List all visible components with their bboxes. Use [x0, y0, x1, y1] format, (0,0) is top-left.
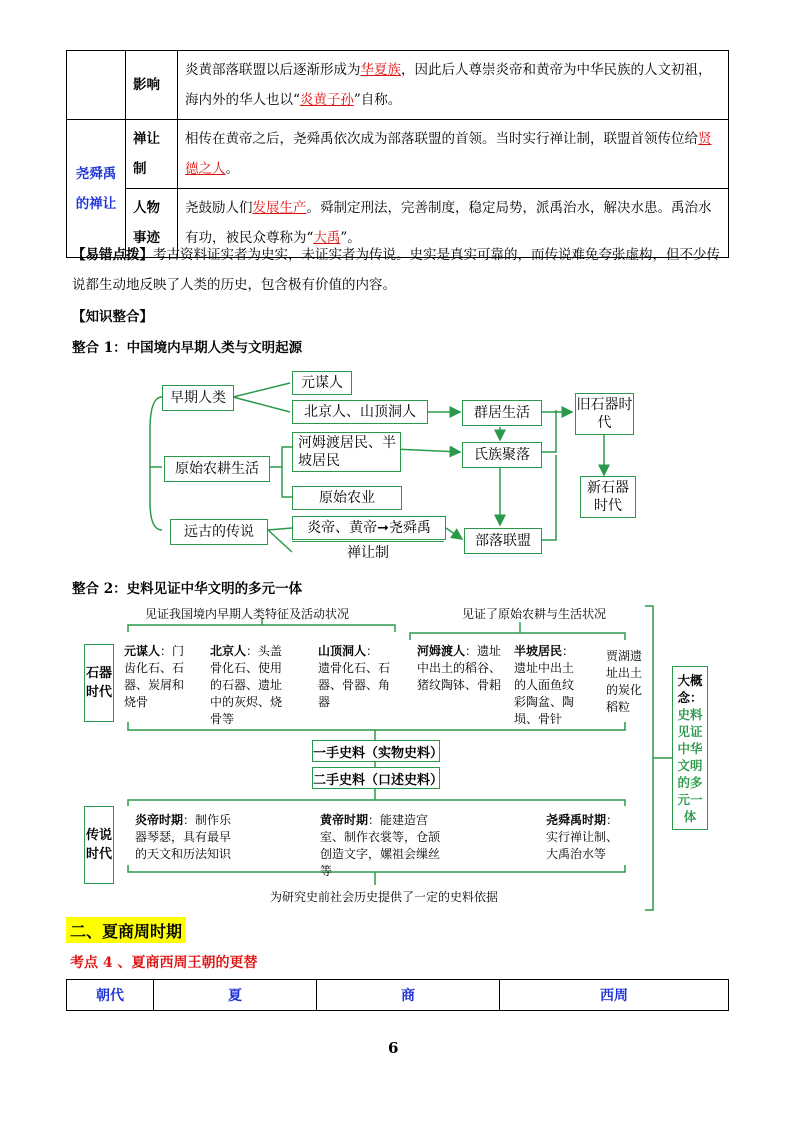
item-hemudu: 河姆渡人：遗址中出土的稻谷、猪纹陶钵、骨耜	[417, 644, 502, 692]
top-table	[66, 50, 729, 258]
big-concept-label: 大概念：	[677, 672, 703, 705]
group-label: 尧舜禹的禅让	[67, 120, 126, 258]
item-yaoshunyu-era: 尧舜禹时期：实行禅让制、大禹治水等	[546, 813, 619, 861]
box-tribal-alliance: 部落联盟	[464, 528, 542, 554]
header-dynasty: 朝代	[67, 980, 154, 1011]
box-primitive-farming: 原始农耕生活	[164, 456, 270, 482]
big-concept-text: 史料见证中华文明的多元一体	[677, 706, 703, 824]
table-header-row	[67, 980, 729, 1011]
item-yandi-era: 炎帝时期：制作乐器琴瑟，具有最早的天文和历法知识	[135, 813, 232, 861]
caption-bottom: 为研究史前社会历史提供了一定的史料依据	[270, 890, 499, 904]
table-row	[67, 51, 729, 120]
exam-point-heading: 考点 4 、夏商西周王朝的更替	[70, 955, 258, 971]
item-shandingdong: 山顶洞人：遗骨化石、石器、骨器、角器	[318, 644, 391, 709]
row-label: 影响	[126, 51, 178, 120]
knowledge-heading: 【知识整合】	[72, 309, 153, 325]
header-shang: 商	[317, 980, 500, 1011]
header-xia: 夏	[154, 980, 317, 1011]
table-row	[67, 120, 729, 189]
box-paleolithic: 旧石器时代	[575, 393, 634, 435]
box-beijing-shandingdong: 北京人、山顶洞人	[292, 400, 428, 424]
row-content: 相传在黄帝之后，尧舜禹依次成为部落联盟的首领。当时实行禅让制，联盟首领传位给贤德之人。	[178, 120, 729, 189]
item-jiahu: 贾湖遗址出土的炭化稻粒	[606, 649, 643, 714]
box-neolithic: 新石器时代	[580, 476, 636, 518]
caption-early-humans: 见证我国境内早期人类特征及活动状况	[145, 607, 350, 621]
key-term: 大禹	[313, 230, 341, 246]
page-number: 6	[388, 1039, 399, 1057]
box-yandi-huangdi: 炎帝、黄帝➞尧舜禹	[292, 516, 446, 540]
key-term: 炎黄子孙	[299, 92, 354, 108]
first-hand-sources: 一手史料（实物史料）	[312, 740, 440, 762]
tip-paragraph: 【易错点拨】考古资料证实者为史实，未证实者为传说。史实是真实可靠的，而传说难免夸张虚构，但不少传说都生动地反映了人类的历史，包含极有价值的内容。	[72, 247, 720, 293]
box-shanrang: 禅让制	[292, 541, 444, 564]
header-western-zhou: 西周	[500, 980, 729, 1011]
item-yuanmou: 元谋人：门齿化石、石器、炭屑和烧骨	[124, 644, 185, 709]
group-cell-empty	[67, 51, 126, 120]
second-hand-sources: 二手史料（口述史料）	[312, 767, 440, 789]
box-clan-settlement: 氏族聚落	[462, 442, 542, 468]
box-group-living: 群居生活	[462, 400, 542, 426]
key-term: 贤德之人	[185, 131, 712, 177]
row-label: 人物事迹	[126, 189, 178, 258]
key-term: 发展生产	[252, 200, 307, 216]
box-early-humans: 早期人类	[162, 385, 234, 411]
caption-farming: 见证了原始农耕与生活状况	[462, 607, 607, 621]
box-ancient-legends: 远古的传说	[170, 519, 268, 545]
legend-era-label: 传说时代	[84, 806, 114, 884]
section-banner: 二、夏商周时期	[66, 917, 186, 943]
item-huangdi-era: 黄帝时期：能建造宫室、制作衣裳等，仓颉创造文字，嫘祖会缫丝等	[320, 813, 441, 878]
integration1-title: 整合 1：中国境内早期人类与文明起源	[72, 340, 303, 356]
row-content: 炎黄部落联盟以后逐渐形成为华夏族，因此后人尊崇炎帝和黄帝为中华民族的人文初祖，海内外的华人也以“炎黄子孙”自称。	[178, 51, 729, 120]
box-primitive-agriculture: 原始农业	[292, 486, 402, 510]
box-hemudu-banpo: 河姆渡居民、半坡居民	[292, 432, 401, 472]
integration2-title: 整合 2：史料见证中华文明的多元一体	[72, 581, 303, 597]
item-banpo: 半坡居民：遗址中出土的人面鱼纹彩陶盆、陶埙、骨针	[514, 644, 575, 726]
box-yuanmou: 元谋人	[292, 371, 352, 395]
row-content: 尧鼓励人们发展生产。舜制定刑法，完善制度，稳定局势，派禹治水，解决水患。禹治水有功，被民众尊称为“大禹”。	[178, 189, 729, 258]
row-label: 禅让制	[126, 120, 178, 189]
key-term: 华夏族	[360, 62, 401, 78]
item-beijing: 北京人：头盖骨化石、使用的石器、遗址中的灰烬、烧骨等	[210, 644, 283, 726]
dynasty-table	[66, 979, 729, 1011]
stone-age-label: 石器时代	[84, 644, 114, 722]
big-concept-box	[672, 666, 708, 830]
